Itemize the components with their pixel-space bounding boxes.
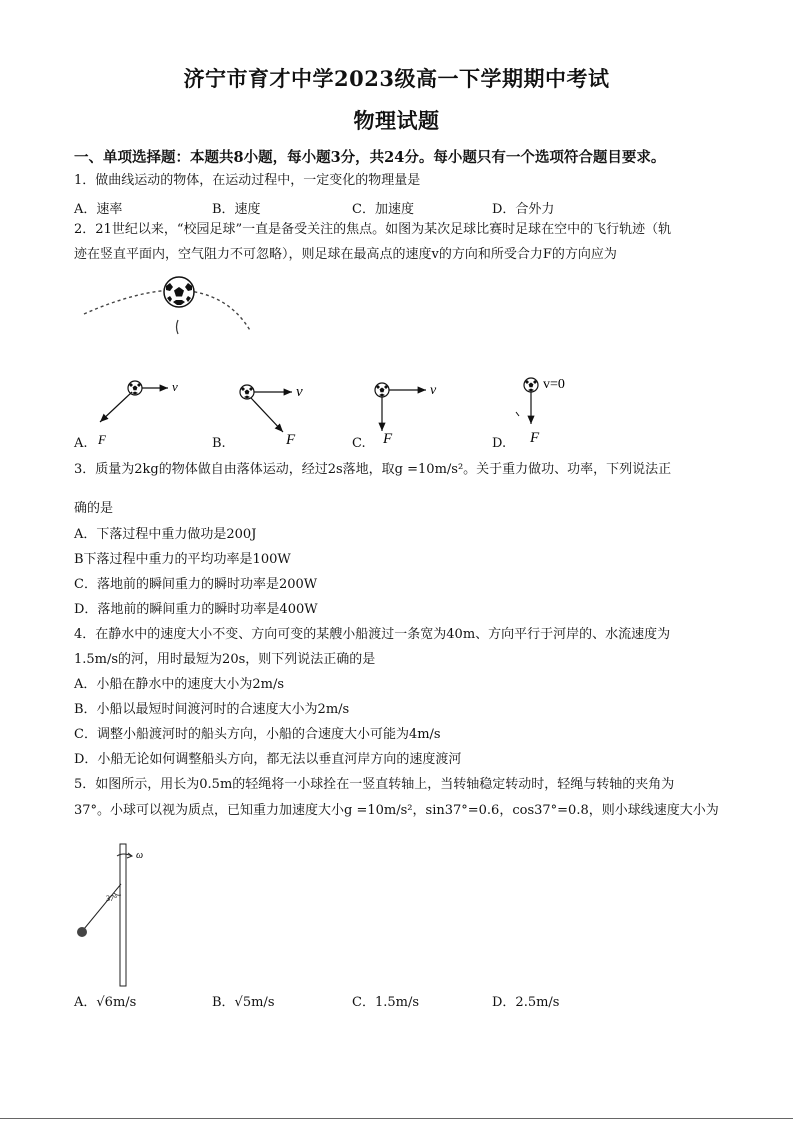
q3-option-d: D．落地前的瞬间重力的瞬时功率是400W	[74, 602, 318, 617]
q2-option-a-label: A.	[74, 436, 88, 451]
section-heading: 一、单项选择题：本题共8小题，每小题3分，共24分。每小题只有一个选项符合题目要求。	[74, 149, 666, 166]
option-c-f-label: F	[383, 431, 393, 447]
footer-divider	[0, 1118, 793, 1119]
angle-label: 37°	[106, 894, 118, 903]
q5-rotating-axis-figure	[70, 838, 170, 988]
q3-stem-line1: 3．质量为2kg的物体做自由落体运动，经过2s落地，取g =10m/s²。关于重力做功、功率，下列说法正	[74, 462, 672, 477]
rotation-axis	[120, 844, 126, 986]
q1-option-c: C．加速度	[352, 202, 414, 217]
option-a-figure	[97, 379, 178, 447]
q3-option-a: A．下落过程中重力做功是200J	[74, 527, 257, 542]
q3-stem-line2: 确的是	[74, 501, 114, 516]
q4-stem-line1: 4．在静水中的速度大小不变、方向可变的某艘小船渡过一条宽为40m、方向平行于河岸的、水流速度为	[74, 627, 671, 642]
q5-option-b: B．√5m/s	[212, 995, 275, 1010]
q2-option-d-label: D.	[492, 436, 507, 451]
q2-trajectory-figure	[78, 270, 268, 340]
q5-option-c: C．1.5m/s	[352, 995, 419, 1010]
option-b-v-label: v	[296, 384, 303, 400]
q2-stem-line1: 2．21世纪以来，“校园足球”一直是备受关注的焦点。如图为某次足球比赛时足球在空中的飞行轨迹（轨	[74, 222, 672, 237]
q1-option-b: B．速度	[212, 202, 261, 217]
option-b-figure	[240, 384, 303, 448]
option-c-figure	[375, 383, 437, 447]
q3-option-c: C．落地前的瞬间重力的瞬时功率是200W	[74, 577, 318, 592]
q1-stem: 1．做曲线运动的物体，在运动过程中，一定变化的物理量是	[74, 173, 421, 188]
option-d-v0-label: v=0	[543, 377, 565, 392]
q2-option-c-label: C.	[352, 436, 366, 451]
exam-title: 济宁市育才中学2023级高一下学期期中考试	[183, 66, 610, 91]
soccer-ball-icon	[164, 277, 194, 307]
q4-option-b: B．小船以最短时间渡河时的合速度大小为2m/s	[74, 702, 350, 717]
subject-title: 物理试题	[353, 108, 440, 133]
q5-option-d: D．2.5m/s	[492, 995, 560, 1010]
q5-stem-line2: 37°。小球可以视为质点，已知重力加速度大小g =10m/s²，sin37°=0.6，cos37°=0.8，则小球线速度大小为	[74, 803, 719, 818]
option-d-f-label: F	[530, 430, 540, 446]
q1-option-d: D．合外力	[492, 202, 555, 217]
option-b-f-label: F	[286, 432, 296, 448]
option-a-v-label: v	[172, 379, 178, 394]
q2-option-b-label: B.	[212, 436, 226, 451]
option-c-v-label: v	[430, 383, 437, 398]
small-ball	[77, 927, 87, 937]
q1-option-a: A．速率	[74, 202, 123, 217]
q3-option-b: B下落过程中重力的平均功率是100W	[74, 552, 291, 567]
rope	[84, 884, 121, 929]
q4-option-d: D．小船无论如何调整船头方向，都无法以垂直河岸方向的速度渡河	[74, 752, 462, 767]
q2-option-figures	[70, 372, 590, 454]
q5-stem-line1: 5．如图所示，用长为0.5m的轻绳将一小球拴在一竖直转轴上，当转轴稳定转动时，轻绳与转轴的夹角为	[74, 777, 675, 792]
option-d-figure	[516, 377, 565, 446]
option-a-f-label: F	[98, 432, 106, 447]
q4-option-c: C．调整小船渡河时的船头方向，小船的合速度大小可能为4m/s	[74, 727, 441, 742]
q2-stem-line2: 迹在竖直平面内，空气阻力不可忽略），则足球在最高点的速度v的方向和所受合力F的方向应为	[74, 247, 617, 262]
q4-stem-line2: 1.5m/s的河，用时最短为20s，则下列说法正确的是	[74, 652, 376, 667]
q4-option-a: A．小船在静水中的速度大小为2m/s	[74, 677, 285, 692]
q5-option-a: A．√6m/s	[74, 995, 137, 1010]
omega-label: ω	[136, 850, 144, 861]
